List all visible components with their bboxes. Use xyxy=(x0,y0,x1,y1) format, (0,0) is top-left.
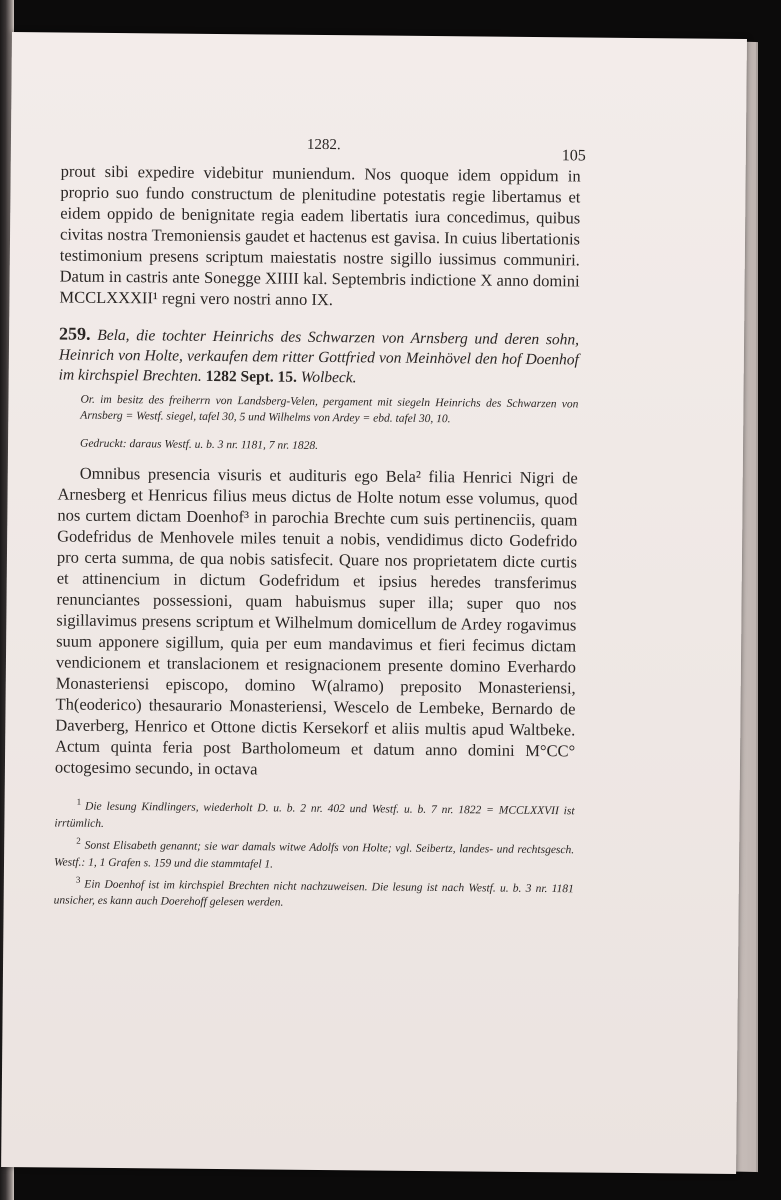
continuation-paragraph: prout sibi expedire videbitur muniendum. Nos quoque idem oppidum in proprio suo fundo constructum de plenitudine potestatis regie libertamus et eidem oppido de benignitate regia eadem libertatis iura concedimus, quibus civitas nostra Tremoniensis gaudet et hactenus est gavisa. In cuius libertationis testimonium presens scriptum maiestatis nostre sigillo iussimus communiri. Datum in castris ante Sonegge XIIII kal. Septembris indictione X anno domini MCCLXXXII¹ regni vero nostri anno IX. xyxy=(59,161,581,310)
footnote-text: Sonst Elisabeth genannt; sie war damals witwe Adolfs von Holte; vgl. Seibertz, landes- und rechtsgesch. Westf.: 1, 1 Grafen s. 159 und die stammtafel 1. xyxy=(53,839,575,871)
footnote-text: Ein Doenhof ist im kirchspiel Brechten nicht nachzuweisen. Die lesung ist nach Westf. u. b. 3 nr. 1181 unsicher, es kann auch Doerehoff gelesen werden. xyxy=(53,878,574,910)
running-head-year: 1282. xyxy=(306,136,341,154)
footnote-mark: 1 xyxy=(76,796,82,807)
entry-place: Wolbeck. xyxy=(300,368,357,387)
footnote-text: Die lesung Kindlingers, wiederholt D. u. b. 2 nr. 402 und Westf. u. b. 7 nr. 1822 = MCCLXXVII ist irrtümlich. xyxy=(54,800,575,830)
source-original: Or. im besitz des freiherrn von Landsberg-Velen, pergament mit siegeln Heinrichs des Schwarzen von Arnsberg = Westf. siegel, tafel 30, 5 und Wilhelms von Ardey = ebd. tafel 30, 10. xyxy=(80,393,579,426)
footnote xyxy=(54,793,574,837)
charter-text: Omnibus presencia visuris et audituris ego Bela² filia Henrici Nigri de Arnesberg et Henricus filius meus dictus de Holte notum esse volumus, quod nos curtem dictam Doenhof³ in parochia Brechte cum suis pertinenciis, quam Godefridus de Menhovele miles tenuit a nobis, vendidimus dicto Godefrido pro certa summa, de qua nobis satisfecit. Quare nos proprietatem dicte curtis et attinencium in dictum Godefridum et ipsius heredes transferimus renunciantes possessioni, quam habuismus super illa; super quo nos sigillavimus presens scriptum et Wilhelmum domicellum de Ardey rogavimus suum apponere sigillum, quia per eum mandavimus et fieri fecimus dictam vendicionem et translacionem et resignacionem presente domino Everhardo Monasteriensi episcopo, domino W(alramo) preposito Monasteriensi, Th(eoderico) thesaurario Monasteriensi, Wescelo de Lembeke, Bernardo de Daverberg, Henrico et Ottone dictis Kersekorf et aliis multis apud Waltbeke. Actum quinta feria post Bartholomeum et datum anno domini M°CC° octogesimo secundo, in octava xyxy=(54,463,578,779)
book-page xyxy=(1,32,747,1174)
footnote-mark: 3 xyxy=(75,874,81,885)
entry-number: 259. xyxy=(59,323,91,344)
page-content xyxy=(54,160,581,914)
page-number: 105 xyxy=(561,147,586,165)
entry-date: 1282 Sept. 15. xyxy=(205,367,297,386)
footnote xyxy=(54,871,574,915)
source-printed: Gedruckt: daraus Westf. u. b. 3 nr. 1181, 7 nr. 1828. xyxy=(79,437,319,452)
entry-heading xyxy=(59,323,580,390)
footnote-mark: 2 xyxy=(76,835,81,846)
entry-summary: Bela, die tochter Heinrichs des Schwarzen von Arnsberg und deren sohn, Heinrich von Holte, verkaufen dem ritter Gottfried von Meinhövel den hof Doenhof im kirchspiel Brechten. xyxy=(58,326,580,385)
footnote xyxy=(54,832,574,876)
